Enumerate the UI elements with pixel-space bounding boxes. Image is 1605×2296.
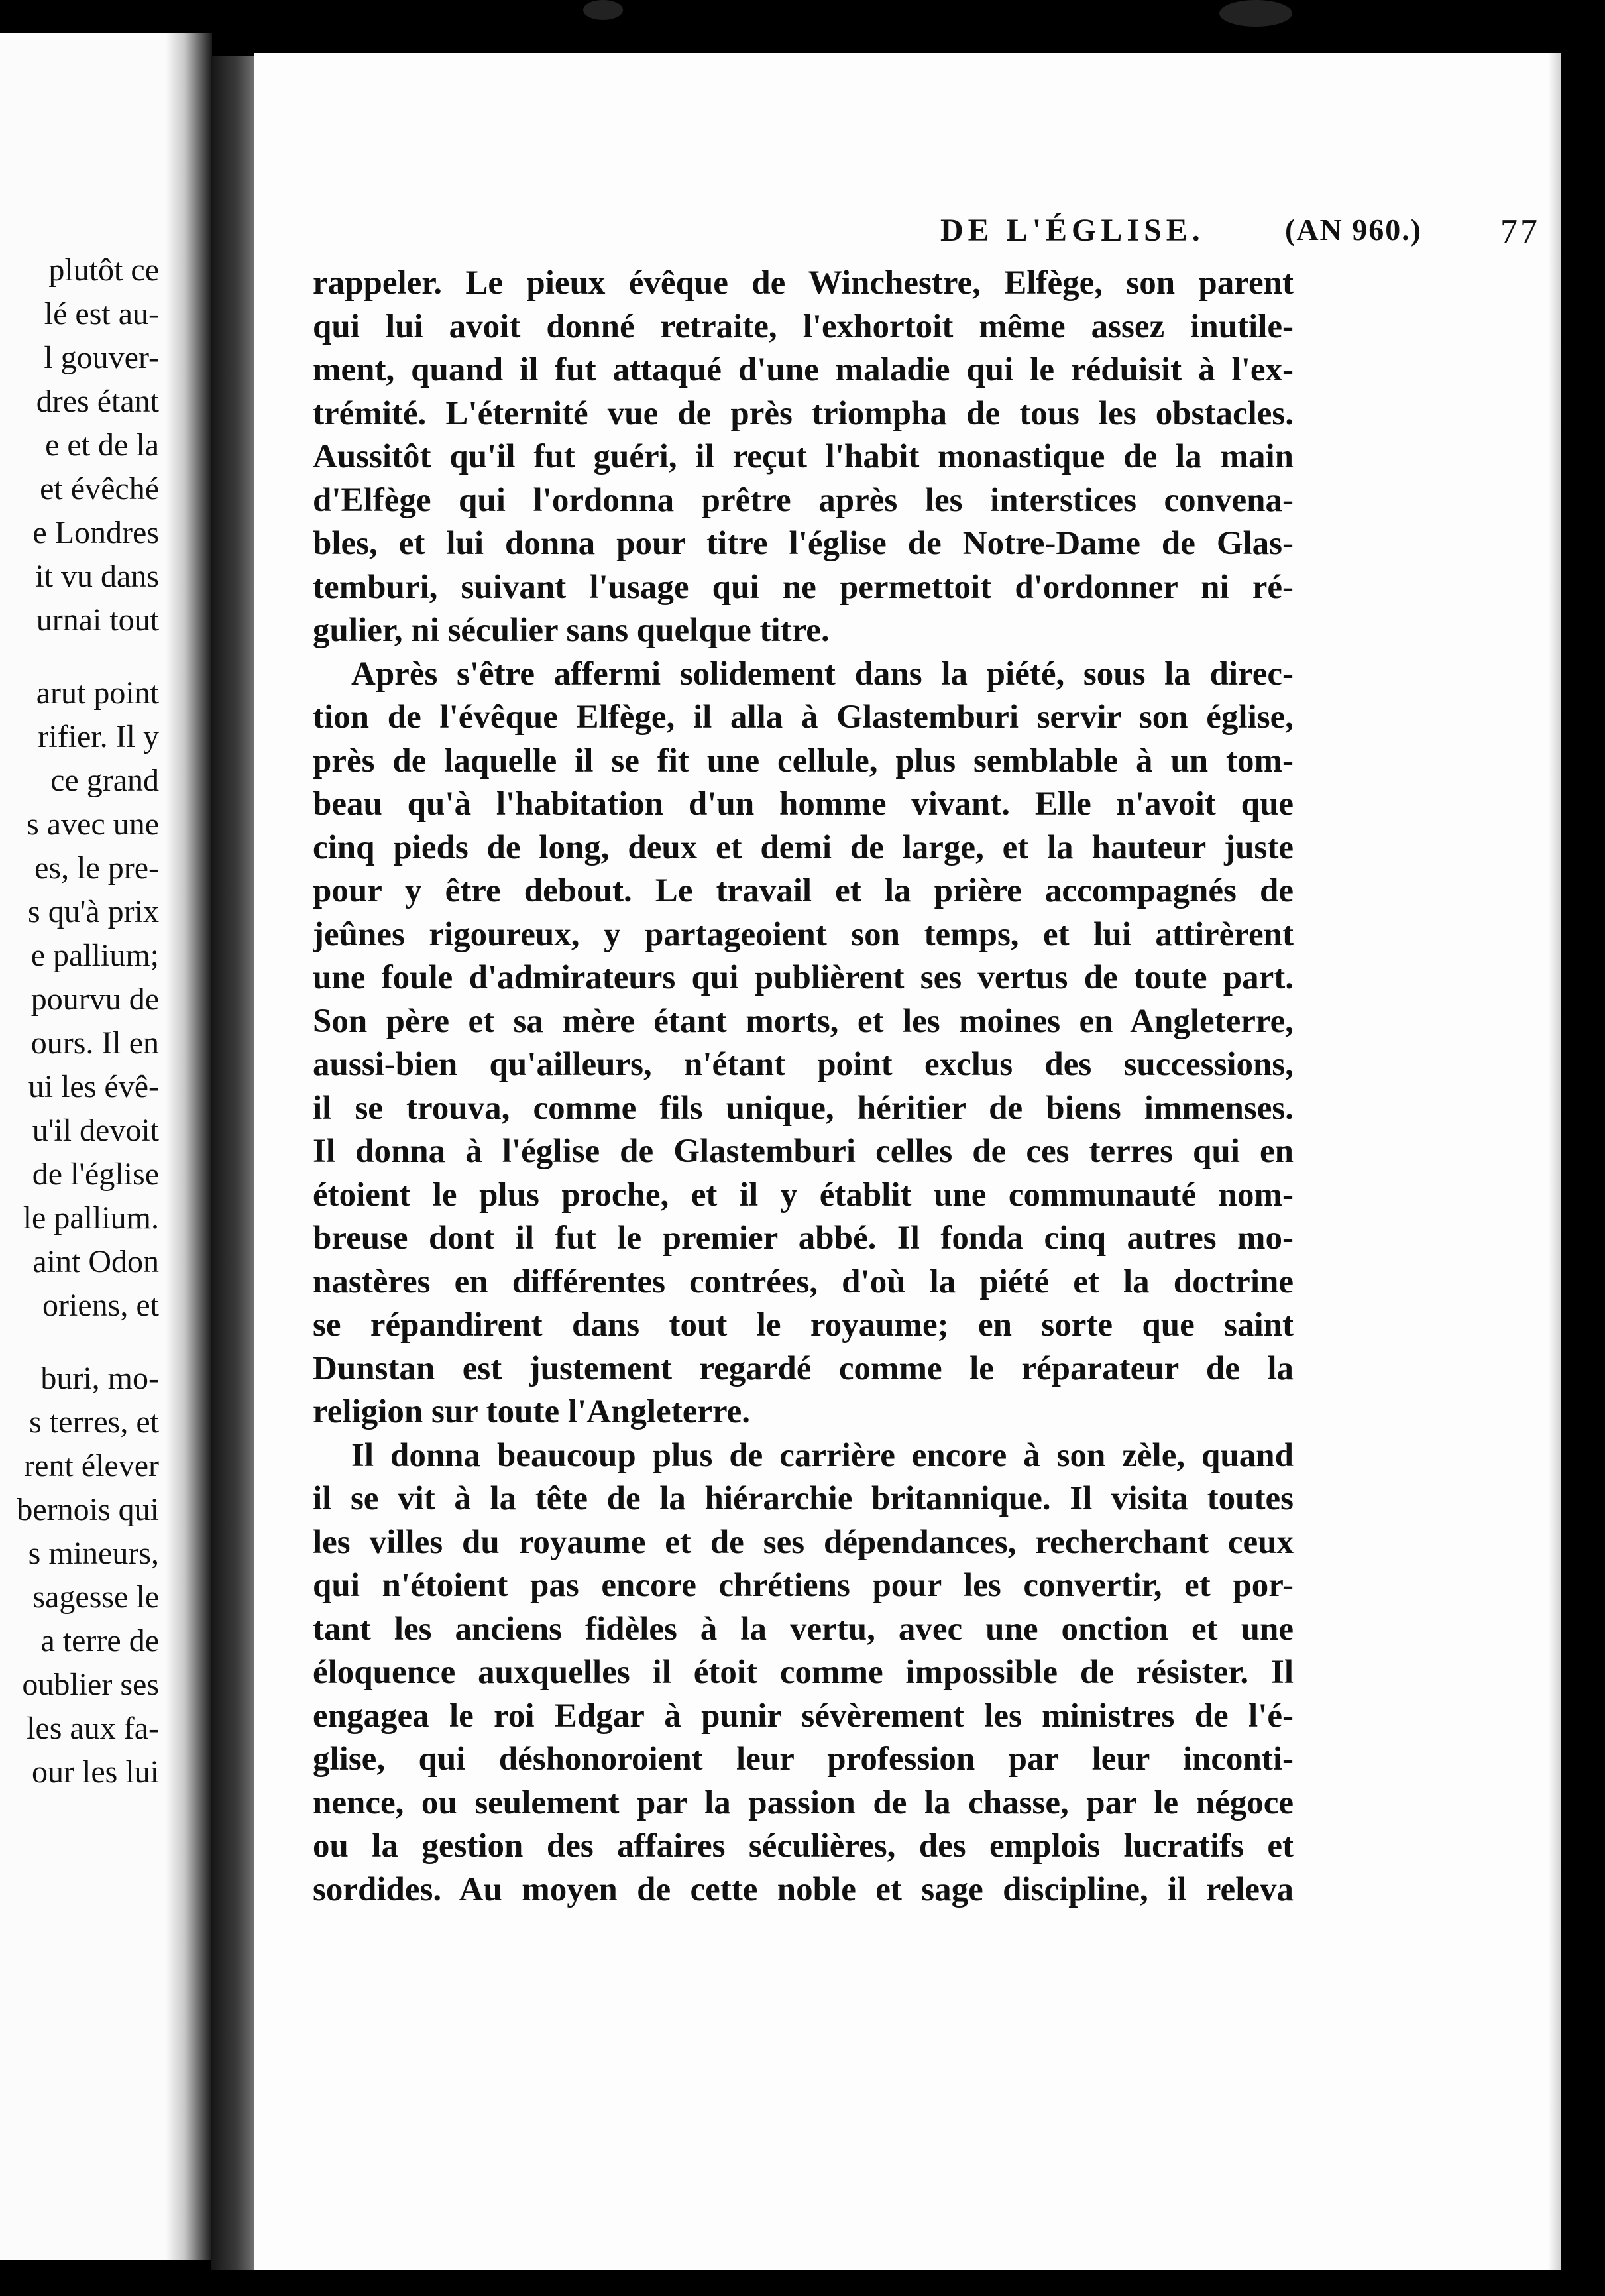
left-page-line: e et de la (45, 428, 159, 463)
body-line: les villes du royaume et de ses dépendances, recherchant ceux (313, 1523, 1294, 1561)
body-line: éloquence auxquelles il étoit comme impossible de résister. Il (313, 1654, 1294, 1691)
left-page-line: s avec une (27, 807, 159, 842)
body-line: Aussitôt qu'il fut guéri, il reçut l'habit monastique de la main (313, 438, 1294, 475)
body-line: jeûnes rigoureux, y partageoient son temps, et lui attirèrent (313, 915, 1294, 953)
body-line: temburi, suivant l'usage qui ne permettoit d'ordonner ni ré- (313, 568, 1294, 606)
body-line: qui lui avoit donné retraite, l'exhortoit même assez inutile- (313, 308, 1294, 345)
body-line: Il donna beaucoup plus de carrière encore à son zèle, quand (351, 1436, 1294, 1474)
left-page-line: les aux fa- (27, 1711, 159, 1746)
left-page-line: s terres, et (29, 1405, 159, 1440)
left-page-line: de l'église (32, 1157, 159, 1192)
body-line: étoient le plus proche, et il y établit une communauté nom- (313, 1176, 1294, 1214)
body-line: sordides. Au moyen de cette noble et sage discipline, il releva (313, 1870, 1294, 1908)
body-line: près de laquelle il se fit une cellule, plus semblable à un tom- (313, 742, 1294, 779)
body-line: il se trouva, comme fils unique, héritier de biens immenses. (313, 1089, 1294, 1127)
left-page-line: le pallium. (23, 1200, 159, 1235)
left-page-line: sagesse le (32, 1579, 159, 1615)
left-page-line: plutôt ce (48, 253, 159, 288)
left-page-line: ce grand (50, 763, 159, 798)
left-page-text (0, 249, 159, 1794)
body-line: bles, et lui donna pour titre l'église de Notre-Dame de Glas- (313, 525, 1294, 562)
left-page-line: it vu dans (35, 559, 159, 594)
body-line: nastères en différentes contrées, d'où la piété et la doctrine (313, 1263, 1294, 1300)
left-page-line: our les lui (32, 1754, 159, 1790)
left-page-line: pourvu de (30, 982, 159, 1017)
left-page-line: bernois qui (17, 1492, 159, 1527)
left-page-line: u'il devoit (32, 1113, 159, 1148)
body-line: il se vit à la tête de la hiérarchie britannique. Il visita toutes (313, 1480, 1294, 1517)
scan-smudge (1219, 0, 1292, 27)
left-page-line: aint Odon (32, 1244, 159, 1279)
left-page-line: arut point (36, 675, 159, 711)
left-page-line: s mineurs, (28, 1536, 159, 1571)
left-page-fragment (0, 33, 179, 2260)
left-page-line: oublier ses (22, 1667, 159, 1702)
book-page (254, 53, 1561, 2270)
body-line: tant les anciens fidèles à la vertu, avec une onction et une (313, 1610, 1294, 1648)
body-line: trémité. L'éternité vue de près triompha de tous les obstacles. (313, 394, 1294, 432)
header-title: DE L'ÉGLISE. (940, 213, 1205, 248)
body-line: ment, quand il fut attaqué d'une maladie qui le réduisit à l'ex- (313, 351, 1294, 388)
left-page-gap (0, 642, 159, 671)
body-line: Son père et sa mère étant morts, et les moines en Angleterre, (313, 1002, 1294, 1040)
body-line: ou la gestion des affaires séculières, des emplois lucratifs et (313, 1827, 1294, 1865)
left-page-fold-shadow (166, 33, 212, 2260)
header-year: (AN 960.) (1285, 213, 1423, 247)
body-line: breuse dont il fut le premier abbé. Il fonda cinq autres mo- (313, 1220, 1294, 1257)
left-page-line: urnai tout (36, 603, 159, 638)
left-page-line: oriens, et (42, 1288, 159, 1323)
body-line: religion sur toute l'Angleterre. (313, 1393, 751, 1430)
scan-smudge (583, 0, 623, 20)
running-header (685, 212, 1540, 258)
body-line: rappeler. Le pieux évêque de Winchestre, Elfège, son parent (313, 264, 1294, 302)
left-page-line: dres étant (36, 384, 159, 419)
book-gutter (211, 56, 257, 2270)
body-line: une foule d'admirateurs qui publièrent ses vertus de toute part. (313, 959, 1294, 996)
left-page-line: ours. Il en (30, 1025, 159, 1061)
left-page-line: buri, mo- (40, 1361, 159, 1396)
body-line: Après s'être affermi solidement dans la piété, sous la direc- (351, 655, 1294, 693)
body-line: d'Elfège qui l'ordonna prêtre après les interstices convena- (313, 481, 1294, 519)
body-line: Dunstan est justement regardé comme le réparateur de la (313, 1349, 1294, 1387)
left-page-line: s qu'à prix (28, 894, 159, 929)
body-line: cinq pieds de long, deux et demi de large, et la hauteur juste (313, 829, 1294, 866)
body-line: pour y être debout. Le travail et la prière accompagnés de (313, 872, 1294, 909)
body-line: glise, qui déshonoroient leur profession par leur inconti- (313, 1741, 1294, 1778)
left-page-line: es, le pre- (34, 850, 159, 886)
left-page-gap (0, 1328, 159, 1357)
left-page-line: a terre de (40, 1623, 159, 1658)
body-line: qui n'étoient pas encore chrétiens pour les convertir, et por- (313, 1567, 1294, 1604)
body-line: aussi-bien qu'ailleurs, n'étant point exclus des successions, (313, 1046, 1294, 1083)
left-page-line: l gouver- (44, 340, 159, 375)
body-line: se répandirent dans tout le royaume; en sorte que saint (313, 1306, 1294, 1344)
left-page-line: e pallium; (30, 938, 159, 973)
body-line: beau qu'à l'habitation d'un homme vivant. Elle n'avoit que (313, 785, 1294, 823)
left-page-line: et évêché (40, 471, 159, 506)
left-page-line: rifier. Il y (38, 719, 159, 754)
page-number: 77 (1500, 213, 1540, 251)
body-line: engagea le roi Edgar à punir sévèrement les ministres de l'é- (313, 1697, 1294, 1735)
body-text (313, 262, 1294, 1912)
body-line: tion de l'évêque Elfège, il alla à Glastemburi servir son église, (313, 699, 1294, 736)
body-line: Il donna à l'église de Glastemburi celles de ces terres qui en (313, 1133, 1294, 1170)
page-edge-shadow (1548, 53, 1561, 2270)
left-page-line: ui les évê- (28, 1069, 159, 1104)
body-line: nence, ou seulement par la passion de la chasse, par le négoce (313, 1784, 1294, 1821)
left-page-line: e Londres (32, 515, 159, 550)
body-line: gulier, ni séculier sans quelque titre. (313, 612, 830, 649)
left-page-line: lé est au- (44, 296, 159, 331)
left-page-line: rent élever (24, 1448, 159, 1483)
